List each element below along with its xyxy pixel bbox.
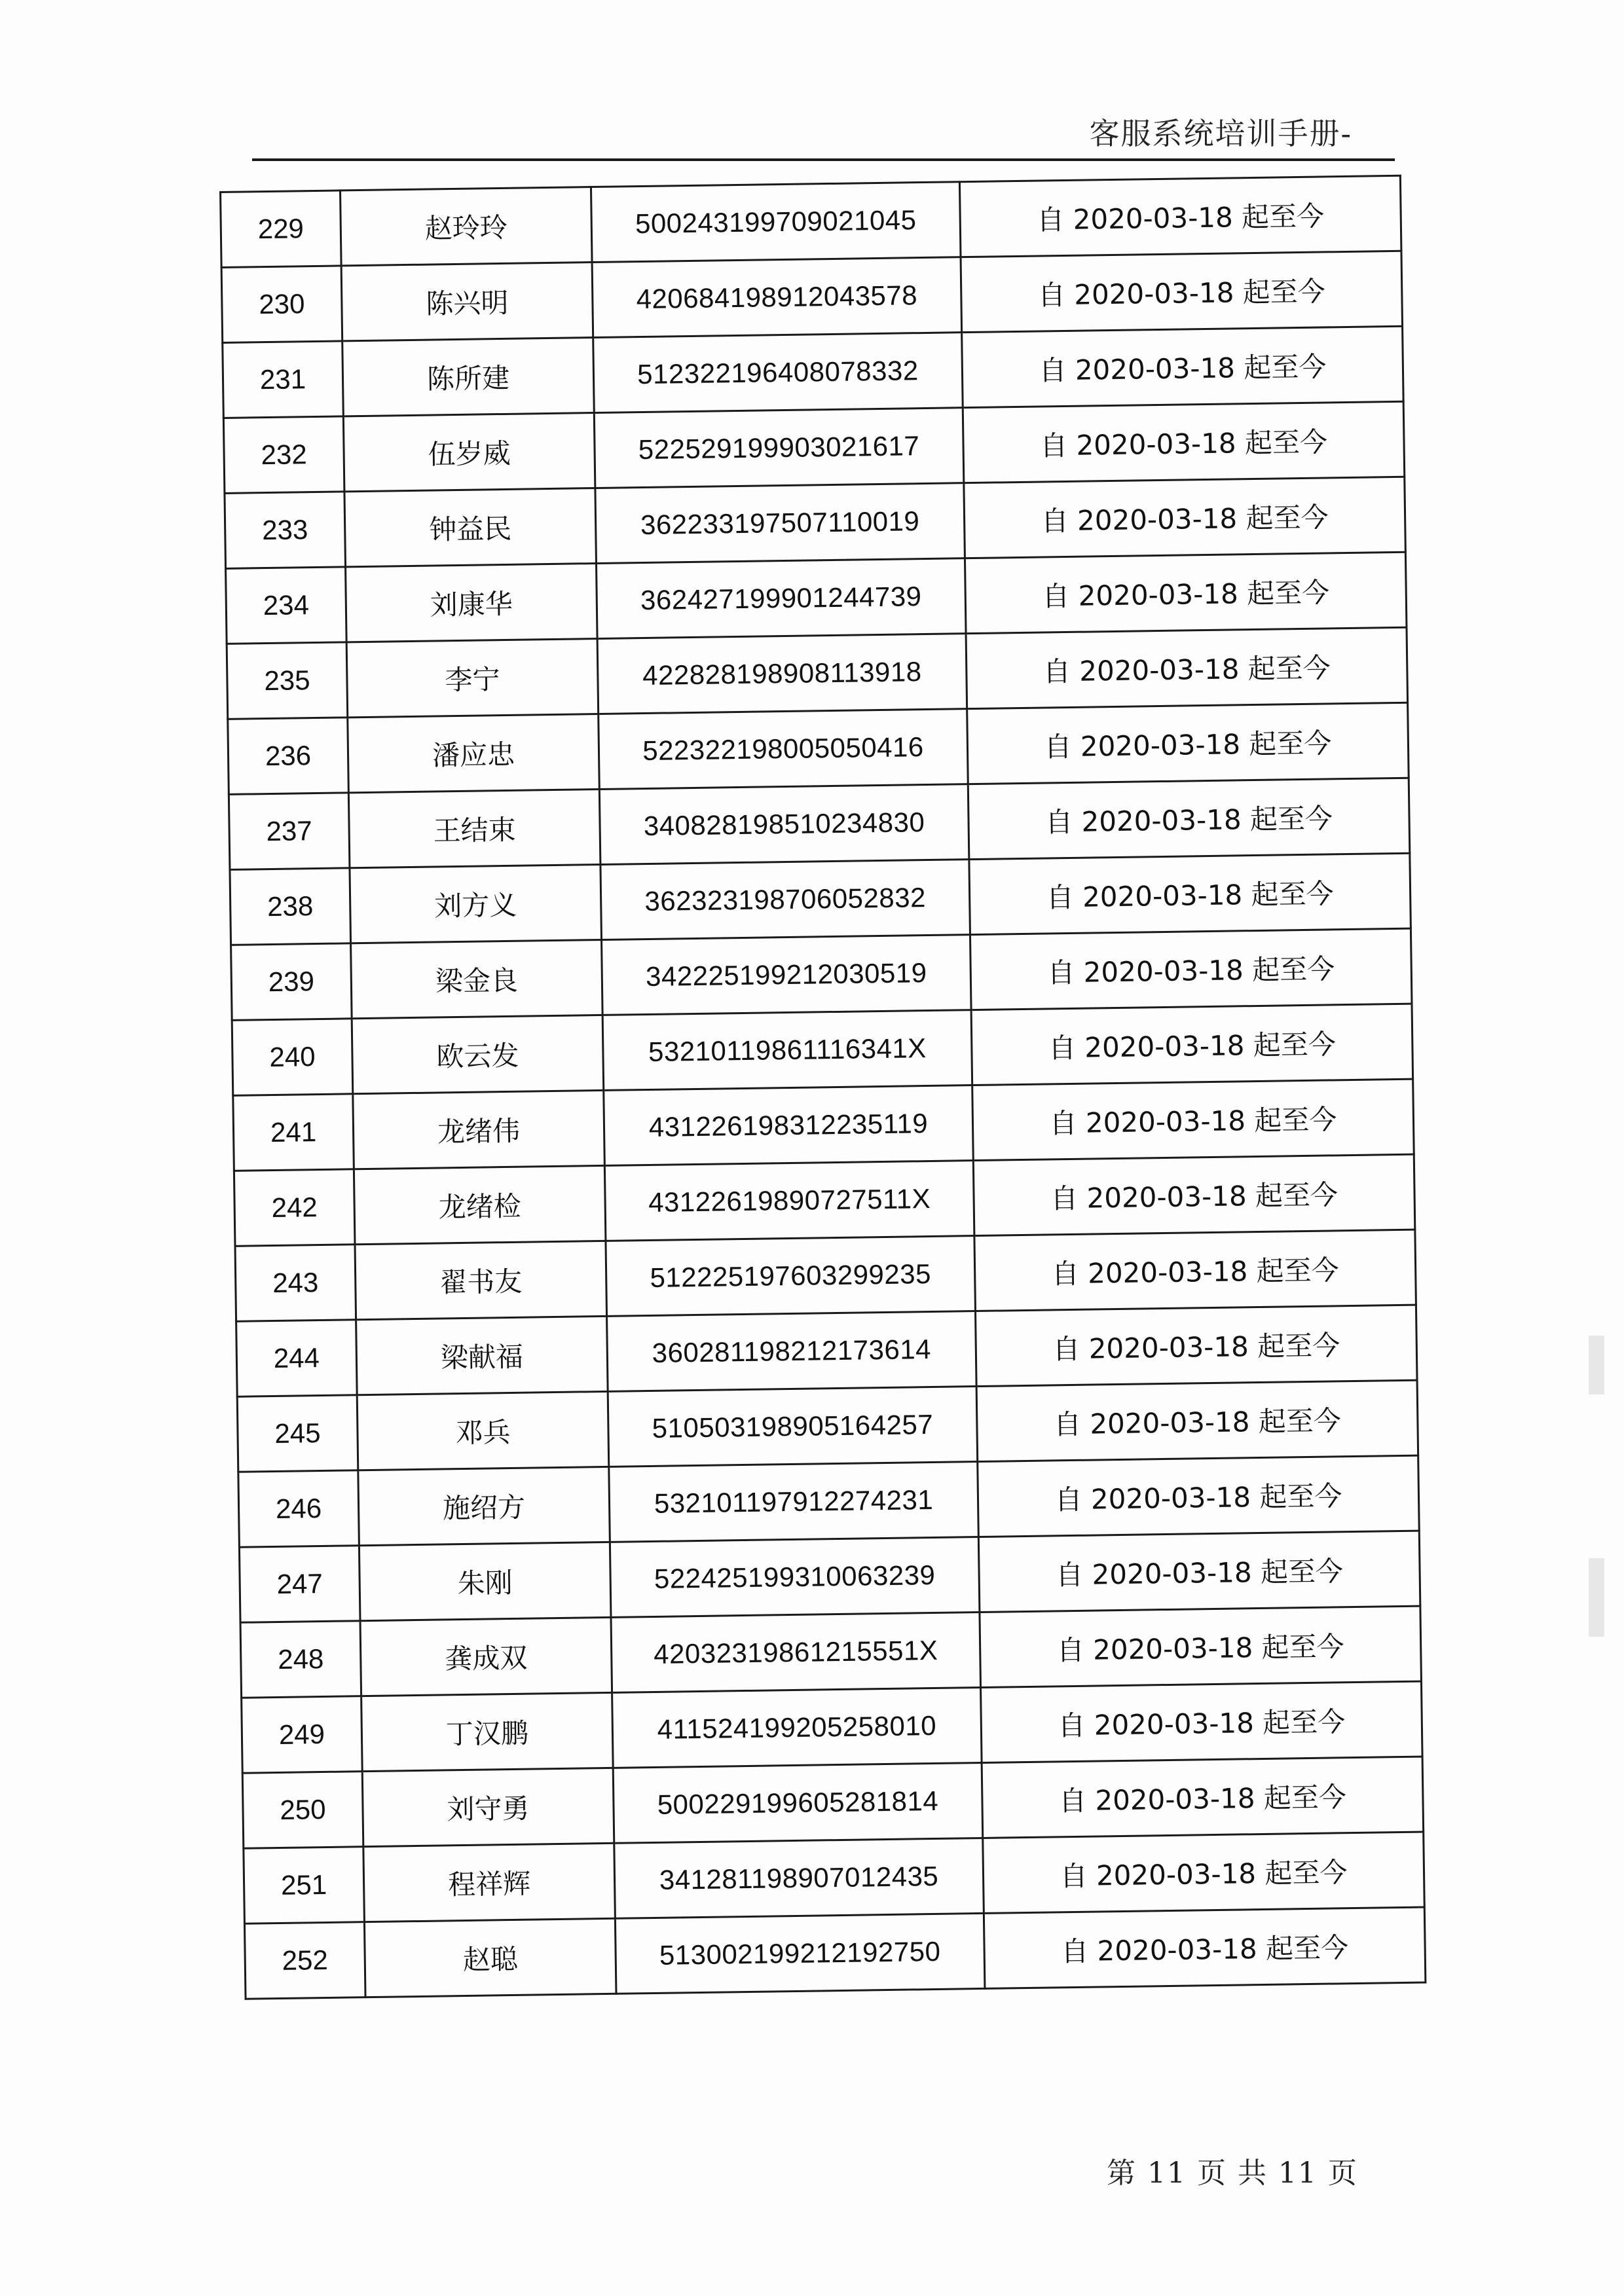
id-number-cell: 431226198312235119 [604, 1085, 974, 1166]
id-number-cell: 532101197912274231 [609, 1462, 979, 1542]
period-cell: 自 2020-03-18 起至今 [961, 251, 1403, 332]
row-number-cell: 229 [221, 191, 342, 268]
name-cell: 刘守勇 [362, 1768, 614, 1846]
row-number-cell: 237 [229, 793, 350, 870]
name-cell: 刘康华 [346, 564, 598, 642]
period-cell: 自 2020-03-18 起至今 [981, 1681, 1423, 1762]
id-number-cell: 500229199605281814 [613, 1762, 983, 1843]
name-cell: 程祥辉 [363, 1843, 616, 1922]
period-cell: 自 2020-03-18 起至今 [978, 1531, 1420, 1612]
period-cell: 自 2020-03-18 起至今 [975, 1305, 1417, 1386]
period-cell: 自 2020-03-18 起至今 [973, 1154, 1415, 1235]
scan-edge-mark [1589, 1558, 1604, 1637]
period-cell: 自 2020-03-18 起至今 [964, 477, 1406, 558]
period-cell: 自 2020-03-18 起至今 [982, 1757, 1424, 1838]
name-cell: 梁金良 [351, 939, 603, 1018]
name-cell: 钟益民 [344, 488, 597, 567]
id-number-cell: 500243199709021045 [591, 182, 961, 263]
scan-edge-mark [1589, 1336, 1604, 1394]
name-cell: 赵聪 [364, 1918, 616, 1997]
row-number-cell: 230 [221, 266, 342, 343]
table-row [244, 1907, 1425, 1999]
name-cell: 欧云发 [352, 1015, 604, 1093]
id-number-cell: 42032319861215551X [611, 1613, 981, 1693]
period-cell: 自 2020-03-18 起至今 [978, 1455, 1420, 1537]
period-cell: 自 2020-03-18 起至今 [974, 1230, 1416, 1311]
period-cell: 自 2020-03-18 起至今 [959, 175, 1401, 257]
period-cell: 自 2020-03-18 起至今 [972, 1079, 1414, 1160]
page-footer: 第 11 页 共 11 页 [1107, 2157, 1358, 2190]
roster-table-container [219, 175, 1416, 2000]
period-cell: 自 2020-03-18 起至今 [970, 928, 1412, 1010]
name-cell: 翟书友 [355, 1241, 607, 1319]
name-cell: 刘方义 [350, 864, 602, 943]
name-cell: 邓兵 [357, 1391, 609, 1470]
id-number-cell: 360281198212173614 [607, 1311, 977, 1392]
page-header-title: 客服系统培训手册- [1089, 116, 1352, 151]
id-number-cell: 362233197507110019 [595, 483, 965, 564]
row-number-cell: 250 [242, 1772, 363, 1849]
row-number-cell: 251 [244, 1847, 365, 1924]
period-cell: 自 2020-03-18 起至今 [983, 1832, 1425, 1913]
id-number-cell: 522425199310063239 [610, 1537, 980, 1618]
name-cell: 朱刚 [359, 1542, 611, 1620]
period-cell: 自 2020-03-18 起至今 [968, 778, 1410, 859]
row-number-cell: 245 [237, 1395, 358, 1472]
period-cell: 自 2020-03-18 起至今 [969, 853, 1411, 934]
name-cell: 赵玲玲 [341, 187, 593, 266]
row-number-cell: 238 [230, 868, 351, 945]
id-number-cell: 512322196408078332 [593, 333, 963, 413]
name-cell: 丁汉鹏 [361, 1692, 614, 1771]
row-number-cell: 236 [228, 718, 349, 795]
name-cell: 陈所建 [342, 338, 595, 416]
name-cell: 龚成双 [360, 1617, 612, 1696]
period-cell: 自 2020-03-18 起至今 [962, 326, 1404, 407]
id-number-cell: 53210119861116341X [602, 1010, 972, 1091]
name-cell: 王结束 [348, 789, 600, 867]
id-number-cell: 362323198706052832 [600, 860, 970, 940]
row-number-cell: 234 [226, 567, 347, 644]
period-cell: 自 2020-03-18 起至今 [966, 627, 1408, 708]
id-number-cell: 513002199212192750 [615, 1913, 985, 1994]
roster-table [219, 175, 1426, 2000]
id-number-cell: 43122619890727511X [604, 1161, 974, 1241]
period-cell: 自 2020-03-18 起至今 [976, 1380, 1418, 1461]
period-cell: 自 2020-03-18 起至今 [965, 552, 1407, 633]
period-cell: 自 2020-03-18 起至今 [967, 702, 1409, 784]
name-cell: 伍岁威 [343, 413, 595, 492]
period-cell: 自 2020-03-18 起至今 [980, 1606, 1422, 1687]
row-number-cell: 231 [223, 341, 344, 418]
id-number-cell: 512225197603299235 [606, 1236, 976, 1317]
id-number-cell: 340828198510234830 [599, 784, 969, 865]
id-number-cell: 522529199903021617 [594, 408, 964, 488]
id-number-cell: 362427199901244739 [596, 558, 966, 639]
name-cell: 龙绪检 [354, 1165, 606, 1244]
roster-table-body [221, 175, 1426, 1999]
row-number-cell: 252 [244, 1922, 365, 1999]
row-number-cell: 232 [223, 416, 344, 494]
row-number-cell: 246 [238, 1470, 360, 1548]
id-number-cell: 341281198907012435 [614, 1838, 984, 1918]
row-number-cell: 235 [227, 642, 348, 720]
row-number-cell: 244 [236, 1320, 358, 1397]
id-number-cell: 422828198908113918 [597, 634, 967, 714]
id-number-cell: 420684198912043578 [592, 257, 962, 338]
row-number-cell: 233 [225, 492, 346, 569]
row-number-cell: 242 [234, 1169, 355, 1247]
header-divider [252, 158, 1395, 161]
name-cell: 潘应忠 [348, 714, 600, 792]
row-number-cell: 240 [232, 1019, 353, 1096]
name-cell: 龙绪伟 [353, 1090, 605, 1169]
name-cell: 梁献福 [356, 1316, 608, 1394]
name-cell: 李宁 [346, 639, 599, 718]
name-cell: 施绍方 [358, 1467, 610, 1545]
id-number-cell: 411524199205258010 [612, 1687, 982, 1768]
id-number-cell: 522322198005050416 [599, 709, 969, 790]
row-number-cell: 239 [231, 943, 352, 1021]
row-number-cell: 247 [239, 1546, 360, 1623]
name-cell: 陈兴明 [341, 263, 593, 341]
row-number-cell: 249 [242, 1696, 363, 1774]
period-cell: 自 2020-03-18 起至今 [984, 1907, 1426, 1988]
id-number-cell: 510503198905164257 [608, 1387, 978, 1467]
id-number-cell: 342225199212030519 [602, 935, 972, 1015]
period-cell: 自 2020-03-18 起至今 [963, 401, 1405, 483]
period-cell: 自 2020-03-18 起至今 [971, 1004, 1413, 1085]
row-number-cell: 243 [235, 1245, 356, 1322]
row-number-cell: 241 [233, 1094, 354, 1171]
row-number-cell: 248 [240, 1621, 361, 1698]
